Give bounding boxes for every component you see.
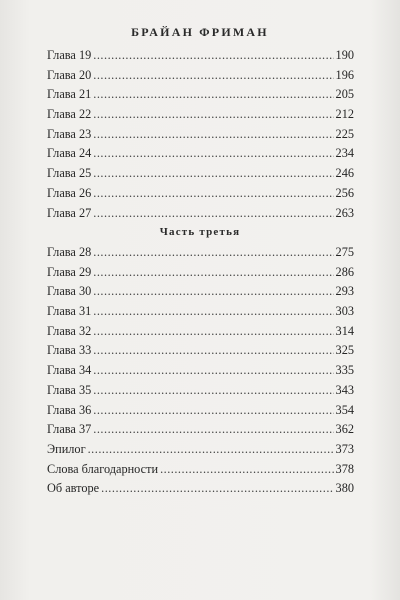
toc-entry-title: Глава 32 [47,323,92,338]
toc-dot-leader [88,440,334,460]
toc-entry-title: Глава 36 [47,402,92,417]
toc-dot-leader [93,401,333,421]
toc-entry-title: Глава 24 [47,146,92,161]
toc-entry [47,361,354,381]
toc-entry-page: 314 [335,323,354,338]
toc-entry [47,263,354,283]
toc-dot-leader [160,460,333,480]
toc-entry [47,66,354,86]
toc-entry-page: 225 [335,126,354,141]
toc-entry-title: Глава 30 [47,284,92,299]
toc-entry-page: 362 [335,422,354,437]
toc-dot-leader [93,243,333,263]
toc-entry-title: Глава 20 [47,67,92,82]
toc-dot-leader [93,184,333,204]
part-heading: Часть третья [159,226,241,238]
toc-entry-title: Глава 28 [47,245,92,259]
toc-entry [47,401,354,421]
toc-entry-title: Глава 29 [47,264,92,279]
toc-entry-page: 378 [335,461,354,476]
toc-entry-title: Глава 35 [47,382,92,397]
toc-entry-page: 234 [335,146,354,161]
toc-dot-leader [93,164,333,184]
toc-entry [47,184,354,204]
toc-dot-leader [93,105,333,125]
toc-entry-title: Глава 19 [47,48,92,62]
toc-entry [47,302,354,322]
toc-entry-title: Глава 34 [47,363,92,378]
toc-entry [47,164,354,184]
toc-entry-title: Эпилог [47,441,86,456]
toc-entry [47,204,354,224]
toc-entry [47,341,354,361]
toc-entry-title: Глава 31 [47,304,92,319]
toc-entry-page: 190 [335,48,354,62]
toc-entry-page: 343 [335,382,354,397]
toc-dot-leader [93,125,333,145]
toc-entry-title: Глава 21 [47,87,92,102]
toc-entry-page: 256 [335,185,354,200]
toc-entry-page: 373 [335,441,354,456]
toc-dot-leader [93,46,333,66]
toc-entry-page: 196 [335,67,354,82]
toc-entry-page: 380 [335,481,354,496]
toc-entry-title: Глава 23 [47,126,92,141]
toc-entry [47,381,354,401]
toc-dot-leader [93,341,333,361]
toc-dot-leader [93,282,333,302]
toc-entry-page: 335 [335,363,354,378]
toc-entry-title: Об авторе [47,481,100,496]
toc-entry-about-author [47,479,354,499]
toc-dot-leader [93,144,333,164]
toc-entry-page: 325 [335,343,354,358]
toc-entry [47,282,354,302]
toc-entry-title: Глава 37 [47,422,92,437]
toc-entry-title: Глава 25 [47,166,92,181]
toc-entry [47,125,354,145]
toc-entry-title: Глава 33 [47,343,92,358]
toc-list-part-three [47,243,354,499]
toc-dot-leader [101,479,333,499]
toc-dot-leader [93,420,333,440]
toc-dot-leader [93,381,333,401]
toc-entry [47,322,354,342]
toc-entry-acknowledgements [47,460,354,480]
toc-entry-title: Глава 26 [47,185,92,200]
toc-entry [47,85,354,105]
toc-entry-page: 212 [335,107,354,122]
toc-dot-leader [93,263,333,283]
toc-entry-page: 263 [335,205,354,220]
toc-list-part-two [47,46,354,223]
running-header-author: БРАЙАН ФРИМАН [131,25,269,39]
toc-entry [47,144,354,164]
toc-entry-epilogue [47,440,354,460]
toc-entry-page: 246 [335,166,354,181]
toc-dot-leader [93,322,333,342]
toc-entry-page: 286 [335,264,354,279]
toc-dot-leader [93,85,333,105]
toc-entry [47,420,354,440]
toc-entry-page: 303 [335,304,354,319]
toc-entry-page: 293 [335,284,354,299]
toc-entry [47,46,354,66]
toc-entry-page: 354 [335,402,354,417]
toc-dot-leader [93,302,333,322]
toc-entry-title: Слова благодарности [47,461,159,476]
toc-entry [47,243,354,263]
toc-dot-leader [93,204,333,224]
toc-dot-leader [93,361,333,381]
toc-entry-page: 275 [335,245,354,259]
toc-entry-title: Глава 22 [47,107,92,122]
toc-entry-title: Глава 27 [47,205,92,220]
toc-dot-leader [93,66,333,86]
toc-entry [47,105,354,125]
toc-entry-page: 205 [335,87,354,102]
